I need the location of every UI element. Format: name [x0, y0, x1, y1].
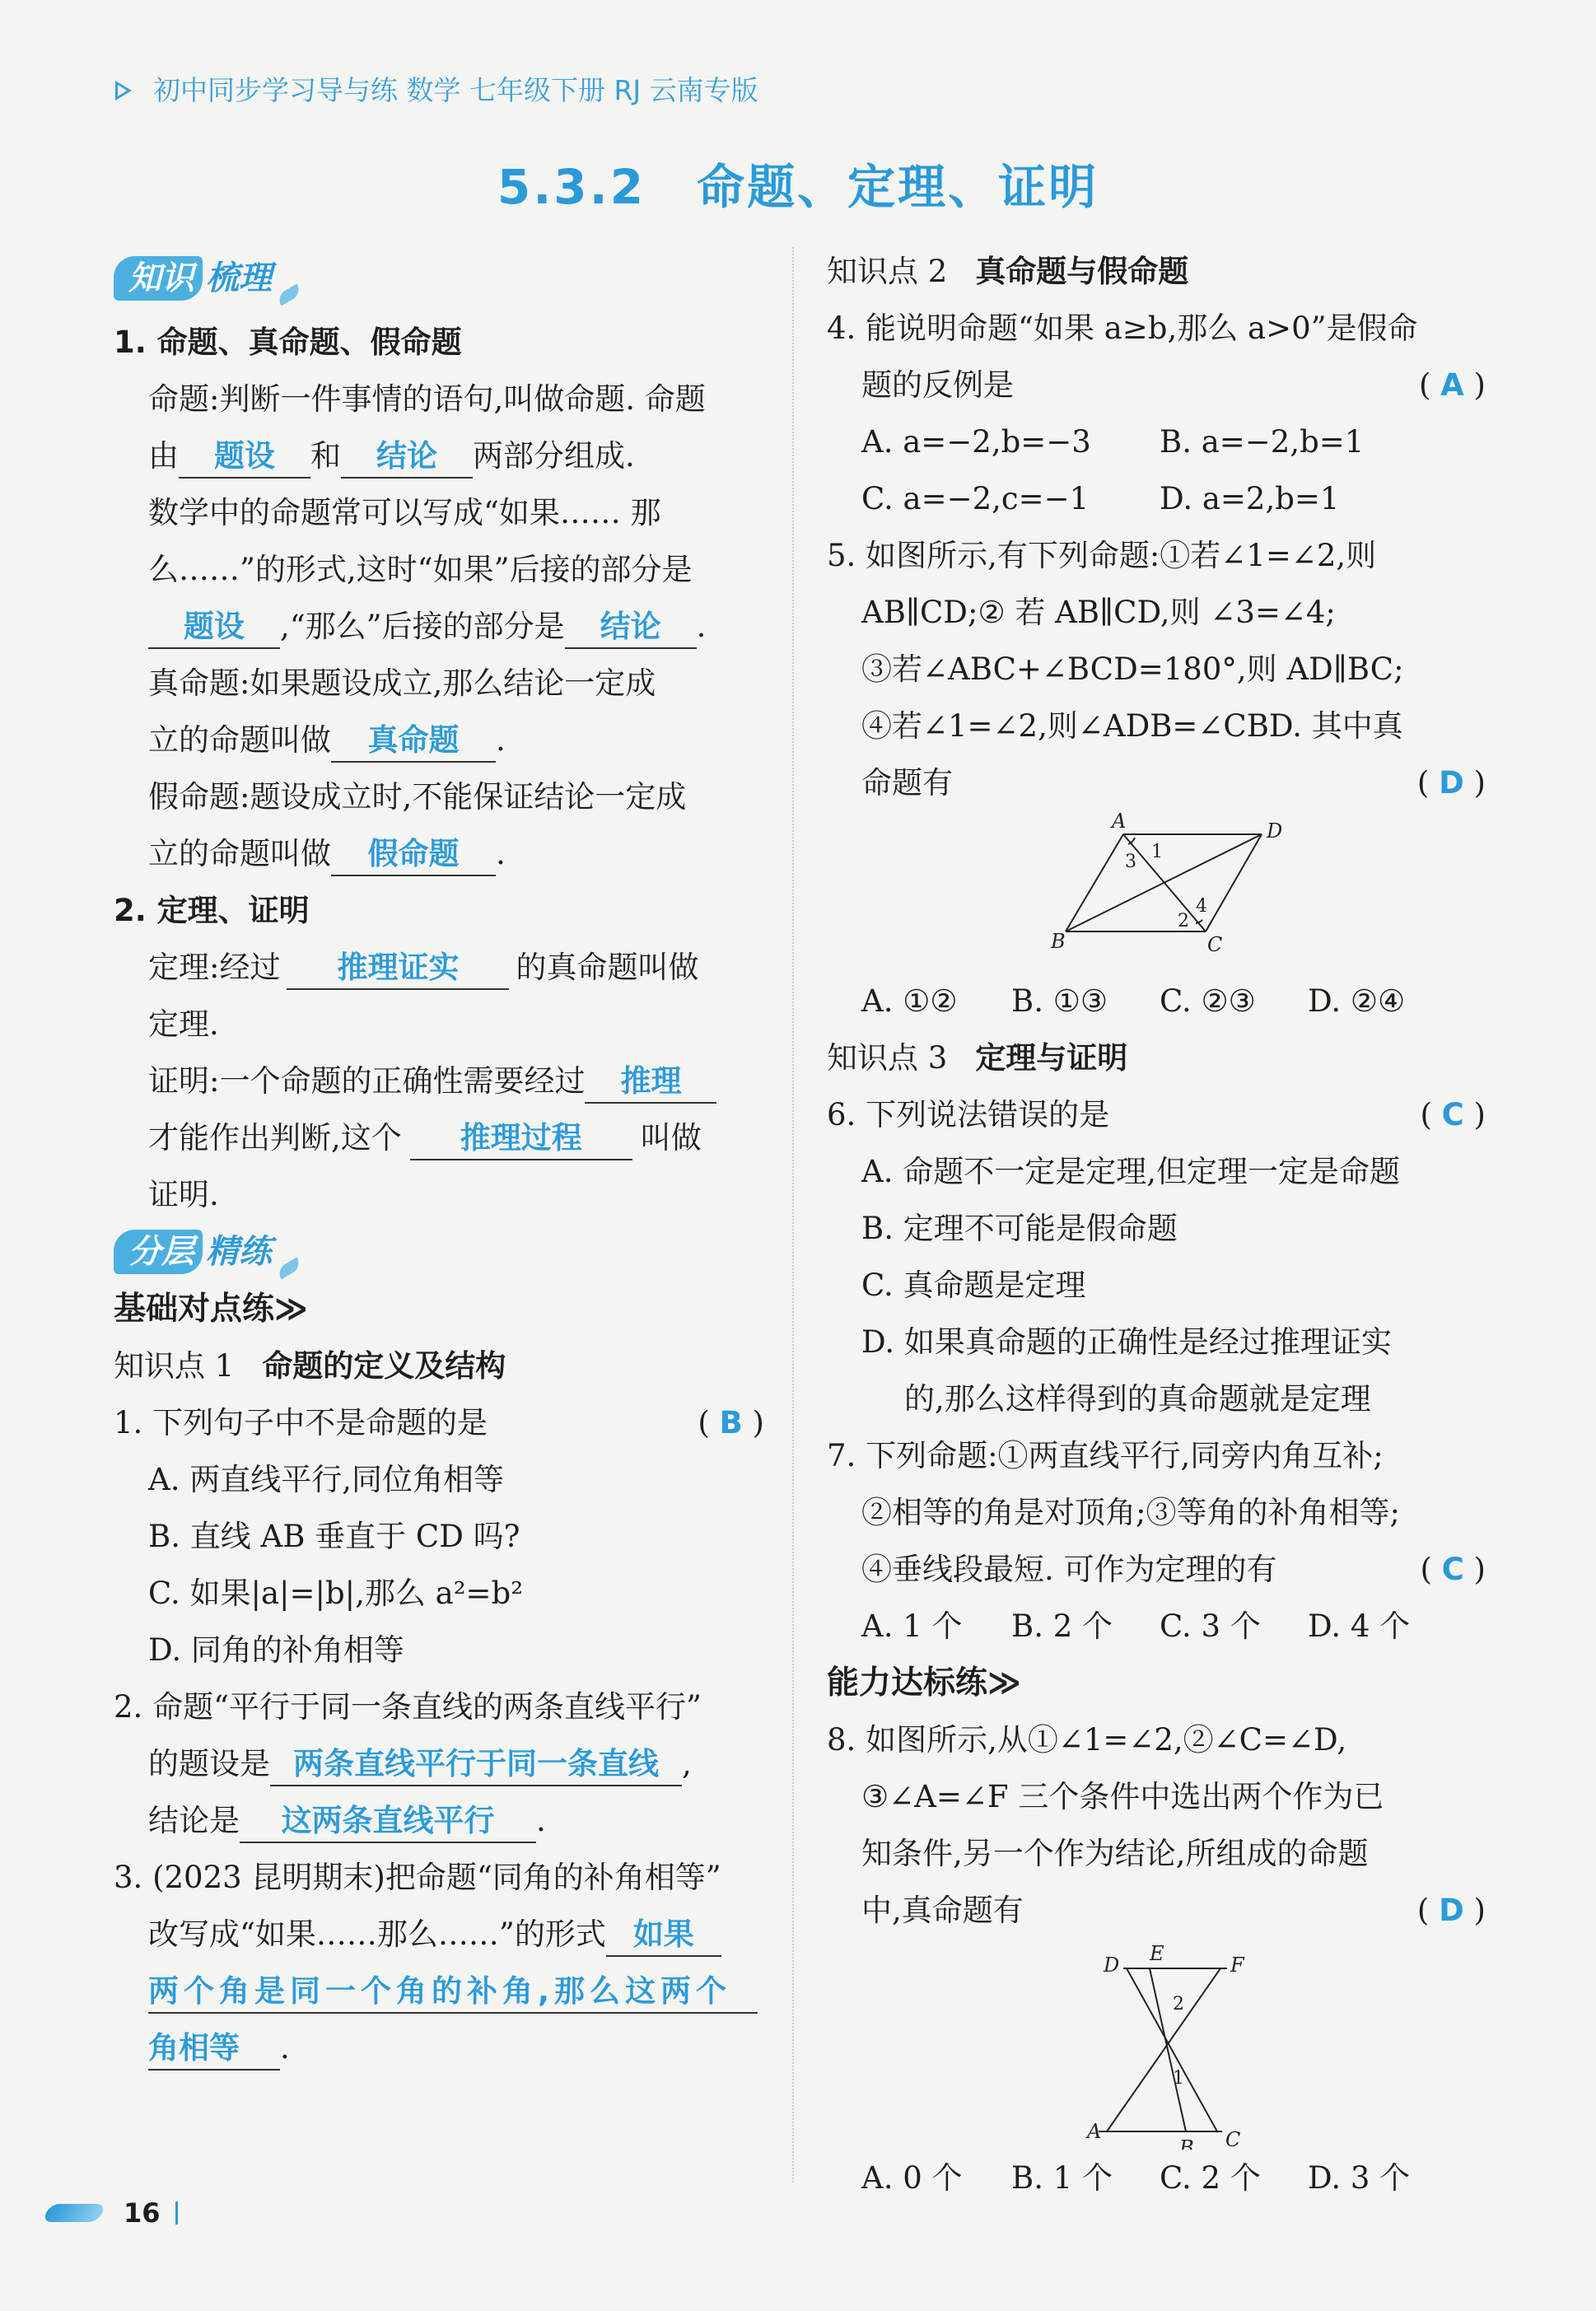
knowledge-line: 数学中的命题常可以写成“如果…… 那	[148, 495, 661, 530]
option: C. a=−2,c=−1	[861, 481, 1090, 516]
knowledge-line: 命题:判断一件事情的语句,叫做命题. 命题	[148, 381, 706, 417]
option: A. 命题不一定是定理,但定理一定是命题	[861, 1154, 1401, 1189]
question-line: 角相等 .	[114, 2019, 764, 2076]
page-footer	[46, 2197, 178, 2229]
question-line: 命题有 ( D )	[861, 765, 1486, 801]
answer-blank: 这两条直线平行	[240, 1800, 536, 1843]
knowledge-line: 证明:一个命题的正确性需要经过 推理	[114, 1053, 764, 1109]
question-line: ②相等的角是对顶角;③等角的补角相等;	[861, 1495, 1400, 1530]
option: C. ②③	[1160, 983, 1256, 1019]
options-row	[827, 413, 1486, 470]
question-line: 知条件,另一个作为结论,所组成的命题	[861, 1836, 1369, 1871]
question-line: 中,真命题有 ( D )	[861, 1893, 1486, 1928]
answer-blank: 如果	[606, 1914, 721, 1957]
knowledge-line: 真命题:如果题设成立,那么结论一定成	[148, 665, 656, 701]
knowledge-line: 立的命题叫做 假命题 .	[114, 825, 764, 882]
question-7: 7. 下列命题:①两直线平行,同旁内角互补;	[827, 1438, 1384, 1473]
left-column	[114, 250, 764, 2076]
answer-blank: 推理	[585, 1061, 716, 1104]
section-title	[0, 148, 1596, 217]
options-row	[827, 470, 1486, 527]
crossing-lines-figure	[827, 1939, 1486, 2150]
knowledge-line: 定理:经过 推理证实 的真命题叫做	[114, 939, 764, 996]
answer-blank: 假命题	[331, 833, 496, 876]
answer-blank: 推理过程	[410, 1118, 632, 1160]
point-label-a: A	[1112, 811, 1127, 833]
question-5: 5. 如图所示,有下列命题:①若∠1=∠2,则	[827, 538, 1377, 573]
answer-blank: 题设	[179, 436, 310, 479]
question-line: 改写成“如果……那么……”的形式 如果	[114, 1906, 764, 1963]
column-divider	[792, 247, 794, 2183]
options-row	[827, 973, 1486, 1029]
banner-rest: 梳理	[206, 259, 272, 297]
option: B. ①③	[1011, 983, 1108, 1019]
options-row	[827, 1598, 1486, 1655]
point-label-c: C	[1225, 2128, 1241, 2150]
knowledge-banner	[114, 256, 301, 301]
answer-blank: 两条直线平行于同一条直线	[270, 1744, 682, 1786]
level-advanced: 能力达标练≫	[827, 1664, 1021, 1702]
banner-pill: 知识	[114, 256, 203, 301]
footer-bar-icon	[42, 2204, 106, 2222]
banner-pill: 分层	[114, 1230, 203, 1274]
answer-blank: 题设	[148, 606, 280, 649]
level-basic: 基础对点练≫	[114, 1291, 308, 1328]
point-label-c: C	[1207, 933, 1223, 956]
options-row	[827, 2150, 1486, 2206]
answer-choice: B	[719, 1405, 743, 1440]
question-2: 2. 命题“平行于同一条直线的两条直线平行”	[114, 1689, 702, 1725]
question-3: 3. (2023 昆明期末)把命题“同角的补角相等”	[114, 1860, 721, 1895]
figure-5-wrap	[827, 811, 1486, 973]
knowledge-line: 定理.	[148, 1006, 219, 1042]
point-label-d: D	[1267, 819, 1283, 843]
answer-choice: D	[1439, 765, 1464, 801]
knowledge-line: 假命题:题设成立时,不能保证结论一定成	[148, 779, 687, 815]
point-label-a: A	[1087, 2120, 1102, 2143]
point-label-d: D	[1104, 1954, 1120, 1977]
angle-label-1: 1	[1173, 2068, 1184, 2089]
double-chevron-icon: ≫	[274, 1291, 308, 1328]
answer-blank: 角相等	[148, 2028, 280, 2071]
option: D. 如果真命题的正确性是经过推理证实	[861, 1324, 1392, 1360]
point-label-b: B	[1179, 2136, 1194, 2150]
angle-label-1: 1	[1151, 842, 1163, 862]
banner-rest: 精练	[206, 1233, 272, 1271]
question-line: 结论是 这两条直线平行 .	[114, 1792, 764, 1849]
question-line: 的题设是 两条直线平行于同一条直线 ,	[114, 1735, 764, 1792]
running-header	[115, 69, 758, 108]
section-number: 5.3.2	[497, 159, 646, 215]
option: B. 直线 AB 垂直于 CD 吗?	[148, 1519, 520, 1554]
option: A. 1 个	[861, 1608, 963, 1644]
angle-label-4: 4	[1196, 896, 1207, 917]
leaf-icon	[276, 283, 303, 306]
answer-blank: 两个角是同一个角的补角,那么这两个	[148, 1971, 758, 2014]
question-4: 4. 能说明命题“如果 a≥b,那么 a>0”是假命	[827, 310, 1418, 346]
point-label-e: E	[1150, 1942, 1164, 1965]
option: C. 真命题是定理	[861, 1268, 1086, 1303]
footer-divider	[175, 2201, 178, 2225]
option: D. a=2,b=1	[1160, 481, 1340, 516]
knowledge-point-3: 知识点 3 定理与证明	[827, 1040, 1128, 1076]
option: D. ②④	[1308, 983, 1406, 1019]
option: B. a=−2,b=1	[1160, 424, 1365, 460]
knowledge-line: 题设 ,“那么”后接的部分是 结论 .	[114, 598, 764, 655]
knowledge-heading-1: 1. 命题、真命题、假命题	[114, 324, 462, 360]
angle-label-2: 2	[1178, 911, 1189, 931]
answer-blank: 结论	[565, 606, 697, 649]
play-triangle-icon	[115, 81, 132, 100]
leaf-icon	[276, 1257, 303, 1279]
question-line: ④若∠1=∠2,则∠ADB=∠CBD. 其中真	[861, 708, 1403, 744]
right-column	[827, 243, 1486, 2206]
option: B. 1 个	[1011, 2160, 1113, 2196]
question-line: AB∥CD;② 若 AB∥CD,则 ∠3=∠4;	[861, 595, 1336, 630]
option: B. 2 个	[1011, 1608, 1113, 1644]
option: A. 两直线平行,同位角相等	[148, 1462, 505, 1497]
header-text: 初中同步学习导与练 数学 七年级下册 RJ 云南专版	[153, 74, 758, 106]
option: D. 4 个	[1308, 1608, 1411, 1644]
question-line	[114, 1963, 764, 2019]
answer-blank: 真命题	[331, 720, 496, 763]
question-8: 8. 如图所示,从①∠1=∠2,②∠C=∠D,	[827, 1722, 1347, 1758]
page-number: 16	[124, 2197, 161, 2229]
knowledge-point-2: 知识点 2 真命题与假命题	[827, 254, 1189, 289]
question-line: 题的反例是 ( A )	[861, 367, 1486, 403]
option: A. 0 个	[861, 2160, 963, 2196]
answer-choice: C	[1441, 1552, 1464, 1587]
knowledge-line: 才能作出判断,这个 推理过程 叫做	[114, 1109, 764, 1166]
option: C. 如果|a|=|b|,那么 a²=b²	[148, 1576, 524, 1611]
option: C. 3 个	[1160, 1608, 1261, 1644]
answer-blank: 推理证实	[287, 947, 509, 990]
option: C. 2 个	[1160, 2160, 1261, 2196]
parallelogram-figure	[827, 811, 1486, 973]
question-6: 6. 下列说法错误的是 ( C )	[827, 1097, 1486, 1132]
option: B. 定理不可能是假命题	[861, 1211, 1178, 1246]
option-continuation: 的,那么这样得到的真命题就是定理	[904, 1381, 1371, 1417]
knowledge-point-1: 知识点 1 命题的定义及结构	[114, 1348, 506, 1384]
segment-eb	[1150, 1968, 1186, 2131]
question-line: ③∠A=∠F 三个条件中选出两个作为已	[861, 1779, 1384, 1814]
answer-choice: D	[1439, 1893, 1464, 1928]
question-line: ④垂线段最短. 可作为定理的有 ( C )	[861, 1552, 1486, 1587]
knowledge-line: 证明.	[148, 1177, 219, 1212]
knowledge-line: 么……”的形式,这时“如果”后接的部分是	[148, 552, 693, 587]
knowledge-line: 立的命题叫做 真命题 .	[114, 712, 764, 768]
question-line: ③若∠ABC+∠BCD=180°,则 AD∥BC;	[861, 651, 1404, 687]
option: A. ①②	[861, 983, 958, 1019]
option: D. 3 个	[1308, 2160, 1411, 2196]
knowledge-line: 由 题设 和 结论 两部分组成.	[114, 427, 764, 484]
answer-choice: C	[1441, 1097, 1464, 1132]
double-chevron-icon: ≫	[987, 1664, 1021, 1702]
answer-blank: 结论	[341, 436, 473, 479]
practice-banner	[114, 1230, 301, 1274]
question-1: 1. 下列句子中不是命题的是 ( B )	[114, 1405, 764, 1440]
knowledge-heading-2: 2. 定理、证明	[114, 893, 310, 928]
point-label-b: B	[1051, 930, 1066, 953]
option: D. 同角的补角相等	[148, 1632, 404, 1668]
point-label-f: F	[1230, 1954, 1244, 1977]
angle-label-2: 2	[1173, 1994, 1184, 2015]
answer-choice: A	[1440, 367, 1464, 403]
angle-label-3: 3	[1125, 852, 1136, 872]
section-title-text: 命题、定理、证明	[697, 159, 1099, 215]
figure-8-wrap	[827, 1939, 1486, 2150]
diagonal-ac	[1123, 834, 1206, 931]
option: A. a=−2,b=−3	[861, 424, 1091, 460]
